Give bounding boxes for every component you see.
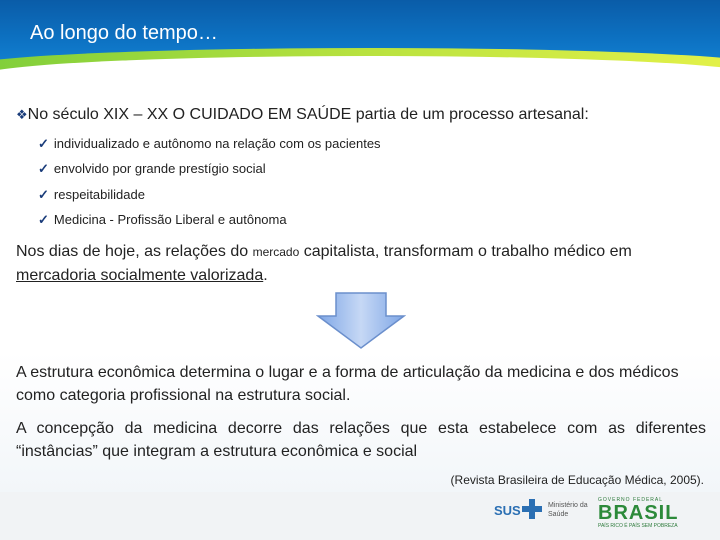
sub-bullet [38, 161, 266, 177]
sub-bullet [38, 187, 145, 203]
sub-bullet-text: Medicina - Profissão Liberal e autônoma [53, 212, 287, 227]
down-arrow-icon [316, 292, 406, 350]
brasil-logo-top: GOVERNO FEDERAL [598, 497, 664, 503]
paragraph-mercado-small: mercado [252, 245, 300, 259]
sub-bullet [38, 136, 381, 152]
slide-title: Ao longo do tempo… [30, 22, 218, 44]
citation: (Revista Brasileira de Educação Médica, 2005). [450, 473, 704, 487]
header-banner [0, 0, 720, 70]
health-cross-icon [522, 499, 542, 519]
sus-logo: SUS [494, 503, 521, 518]
main-bullet-text: No século XIX – XX O CUIDADO EM SAÚDE partia de um processo artesanal: [27, 106, 589, 123]
ministerio-logo-text: Ministério da Saúde [548, 502, 588, 518]
sub-bullet-text: individualizado e autônomo na relação com os pacientes [53, 136, 381, 151]
paragraph-mercado [16, 240, 706, 287]
paragraph-mercado-underlined: mercadoria socialmente valorizada [16, 267, 264, 284]
paragraph-mercado-part1: Nos dias de hoje, as relações do [16, 243, 249, 260]
paragraph-mercado-part2: capitalista, transformam o trabalho médico em [303, 243, 632, 260]
brasil-logo [598, 497, 694, 527]
brasil-logo-slogan: PAÍS RICO É PAÍS SEM POBREZA [598, 523, 678, 529]
main-bullet [16, 106, 589, 124]
sub-bullet-text: respeitabilidade [53, 187, 145, 202]
paragraph-mercado-end: . [263, 267, 268, 284]
checkmark-icon: ✓ [38, 161, 49, 176]
checkmark-icon: ✓ [38, 212, 49, 227]
checkmark-icon: ✓ [38, 136, 49, 151]
paragraph-concepcao: A concepção da medicina decorre das relações que esta estabelece com as diferentes “instâncias” que integram a estrutura econômica e social [16, 420, 706, 460]
brasil-logo-word: BRASIL [598, 502, 679, 524]
paragraph-estrutura: A estrutura econômica determina o lugar e a forma de articulação da medicina e dos médicos como categoria profissional na estrutura social. [16, 364, 679, 404]
checkmark-icon: ✓ [38, 187, 49, 202]
diamond-bullet-icon: ❖ [16, 107, 28, 122]
sub-bullet [38, 212, 287, 228]
sub-bullet-text: envolvido por grande prestígio social [53, 161, 266, 176]
